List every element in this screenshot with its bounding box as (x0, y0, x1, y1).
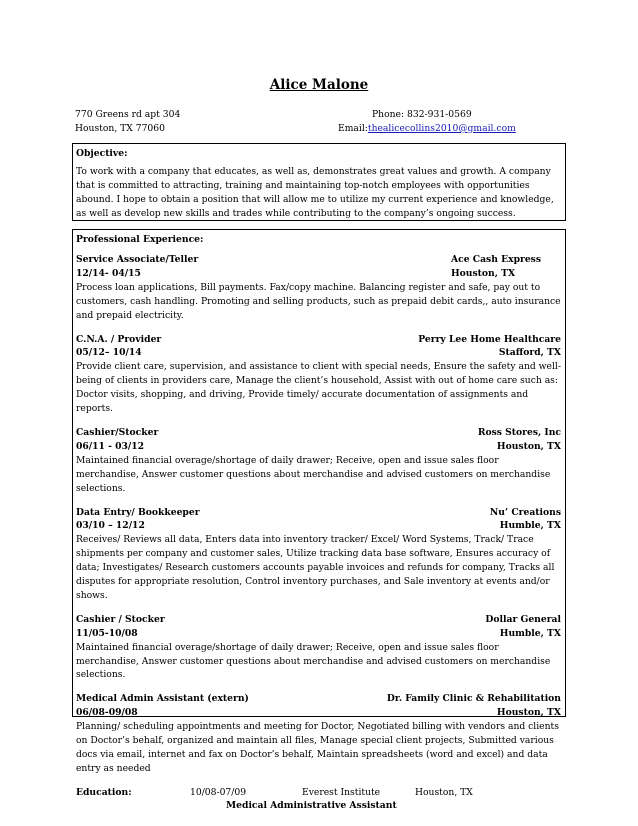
education-school: Everest Institute (302, 786, 381, 798)
job-title: Medical Admin Assistant (extern) (76, 693, 249, 705)
job-entry (76, 506, 561, 603)
email-line (338, 123, 516, 134)
job-description: Provide client care, supervision, and assistance to client with special needs, Ensure the safety and well-being of clients in providers care, Manage the client’s household, Assist with out of home care such as: Doctor visits, shopping, and driving, Provide timely/ accurate documentation of assignments and reports. (76, 361, 561, 415)
job-entry (76, 253, 561, 323)
job-dates: 06/11 - 03/12 (76, 440, 145, 452)
job-location: Stafford, TX (498, 347, 561, 359)
job-location: Houston, TX (496, 707, 561, 719)
education-location: Houston, TX (415, 786, 473, 798)
job-description: Process loan applications, Bill payments. Fax/copy machine. Balancing register and safe, pay out to customers, cash handling. Promoting and selling products, such as prepaid debit cards,, auto insurance and prepaid electricity. (76, 281, 561, 321)
job-title: Service Associate/Teller (76, 254, 199, 265)
objective-heading: Objective: (76, 148, 128, 159)
job-dates: 03/10 – 12/12 (76, 520, 145, 532)
job-title: C.N.A. / Provider (76, 333, 162, 345)
job-description: Receives/ Reviews all data, Enters data into inventory tracker/ Excel/ Word Systems, Track/ Trace shipments per company and customer sales, Utilize tracking data base software, Ensures accuracy of data; Investigates/ Research customers accounts payable invoices and refunds for company, Tracks all disputes for appropriate resolution, Control inventory purchases, and Sale inventory at events and/or shows. (76, 534, 555, 601)
education-label: Education: (76, 786, 132, 798)
experience-heading: Professional Experience: (76, 234, 204, 245)
objective-section (72, 143, 566, 221)
job-description: Maintained financial overage/shortage of daily drawer; Receive, open and issue sales floor merchandise, Answer customer questions about merchandise and advised customers on merchandise selections. (76, 454, 551, 494)
job-description: Planning/ scheduling appointments and meeting for Doctor, Negotiated billing with vendors and clients on Doctor’s behalf, organized and maintain all files, Manage special client projects, Submitted various docs via email, internet and fax on Doctor’s behalf, Maintain spreadsheets (word and excel) and data entry as needed (76, 721, 559, 774)
job-title: Cashier/Stocker (76, 426, 159, 438)
job-location: Houston, TX (496, 440, 561, 452)
education-dates: 10/08-07/09 (190, 786, 247, 798)
job-dates: 11/05-10/08 (76, 627, 138, 639)
job-entry (76, 613, 561, 683)
job-title: Data Entry/ Bookkeeper (76, 506, 200, 518)
job-dates: 12/14- 04/15 (76, 267, 141, 279)
job-employer: Ace Cash Express (451, 254, 542, 265)
job-entry (76, 692, 561, 775)
job-entry (76, 333, 561, 416)
job-employer: Dr. Family Clinic & Rehabilitation (386, 693, 561, 705)
job-description: Maintained financial overage/shortage of daily drawer; Receive, open and issue sales floor merchandise, Answer customer questions about merchandise and advised customers on merchandise selections. (76, 641, 551, 681)
job-entry (76, 426, 561, 496)
job-location: Humble, TX (499, 627, 561, 639)
objective-text: To work with a company that educates, as well as, demonstrates great values and growth. A company that is committed to attracting, training and maintaining top-notch employees with opportunities abound. I hope to obtain a position that will allow me to utilize my current experience and knowledge, as well as develop new skills and trades while contributing to the company’s ongoing success. (76, 166, 554, 220)
job-location: Houston, TX (451, 267, 516, 279)
phone-number: Phone: 832-931-0569 (372, 109, 472, 120)
education-credential: Medical Administrative Assistant (226, 799, 397, 811)
experience-section (72, 229, 566, 811)
job-location: Humble, TX (499, 520, 561, 532)
job-dates: 06/08-09/08 (76, 707, 138, 719)
email-label: Email: (338, 123, 368, 134)
job-employer: Perry Lee Home Healthcare (418, 333, 561, 345)
email-link[interactable]: thealicecollins2010@gmail.com (367, 123, 516, 134)
candidate-name: Alice Malone (269, 77, 369, 93)
job-title: Cashier / Stocker (76, 613, 165, 625)
education-block (76, 786, 561, 814)
address-line-1: 770 Greens rd apt 304 (75, 109, 181, 120)
job-employer: Nu’ Creations (489, 506, 561, 518)
job-employer: Dollar General (485, 613, 561, 625)
job-employer: Ross Stores, Inc (477, 426, 561, 438)
job-dates: 05/12– 10/14 (76, 347, 142, 359)
address-line-2: Houston, TX 77060 (75, 123, 165, 134)
